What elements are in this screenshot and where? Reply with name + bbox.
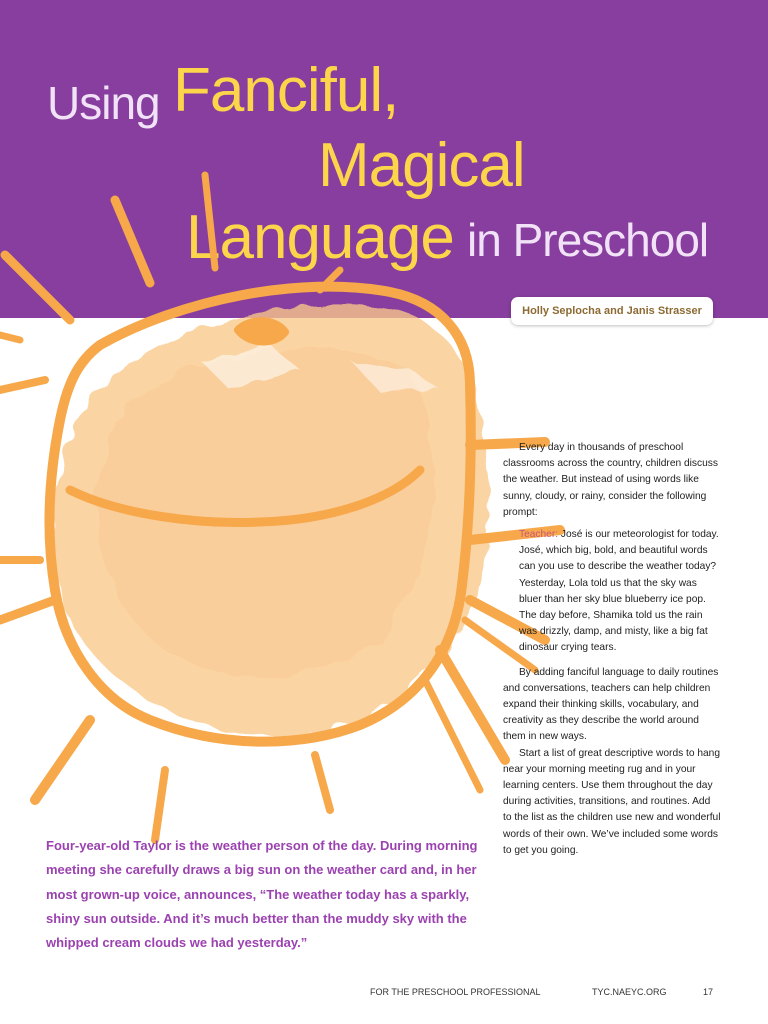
title-word-language: Language [186,203,454,272]
footer-publication: FOR THE PRESCHOOL PROFESSIONAL [370,987,541,997]
author-byline [511,297,713,325]
sun-fill [53,304,488,736]
article-title [0,0,768,318]
byline-text: Holly Seplocha and Janis Strasser [522,305,702,317]
dialogue-text: José is our meteorologist for today. José, which big, bold, and beautiful words can you use to describe the weather today? Yesterday, Lola told us that the sky was bluer than her sky blue blueberry ice pop. The day before, Shamika told us the rain was drizzly, damp, and misty, like a big fat dinosaur crying tears. [519,529,719,654]
footer-website: TYC.NAEYC.ORG [592,987,667,997]
article-body [503,440,721,859]
title-word-in-preschool: in Preschool [467,214,709,266]
speaker-label: Teacher: [519,529,559,541]
title-word-fanciful: Fanciful, [173,56,399,125]
image-caption: Four-year-old Taylor is the weather person of the day. During morning meeting she carefully draws a big sun on the weather card and, in her most grown-up voice, announces, “The weather today has a sparkly, shiny sun outside. And it’s much better than the muddy sky with the whipped cream clouds we had yesterday.” [46,838,478,951]
teacher-dialogue [519,527,721,657]
page-number: 17 [703,987,714,997]
intro-paragraph: Every day in thousands of preschool classrooms across the country, children discuss the weather. But instead of using words like sunny, cloudy, or rainy, consider the following prompt: [503,442,718,518]
title-word-using: Using [47,77,160,129]
body-paragraph-3: Start a list of great descriptive words to hang near your morning meeting rug and in your learning centers. Use them throughout the day during activities, transitions, and routines. Add to the list as the children use new and wonderful words of their own. We’ve included some words to get you going. [503,747,721,856]
body-paragraph-2: By adding fanciful language to daily routines and conversations, teachers can help children expand their thinking skills, vocabulary, and creativity as they describe the world around them in new ways. [503,666,719,743]
title-word-magical: Magical [318,131,525,200]
